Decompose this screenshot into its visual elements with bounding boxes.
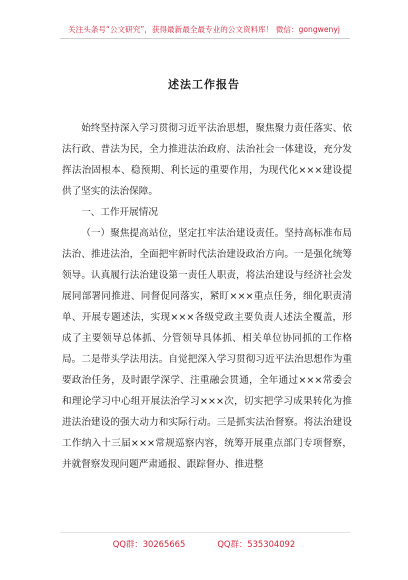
document-title: 述法工作报告 — [168, 78, 240, 91]
footer-qq-groups — [0, 538, 408, 550]
qq-group-2: QQ群：535304092 — [217, 539, 296, 549]
section-paragraph: （一）聚焦提高站位，坚定扛牢法治建设责任。坚持高标准布局法治、推进法治，全面把牢新时代法治建设政治方向。一是强化统筹领导。认真履行法治建设第一责任人职责，将法治建设与经济社会发展同部署同推进、同督促同落实，紧盯×××重点任务，细化职责清单、开展专题述法，实现×××各级党政主要负责人述法全覆盖，形成了主要领导总体抓、分管领导具体抓、相关单位协同抓的工作格局。二是带头学法用法。自觉把深入学习贯彻习近平法治思想作为重要政治任务，及时跟学深学、注重融会贯通，全年通过×××常委会和理论学习中心组开展法治学习×××次，切实把学习成果转化为推进法治建设的强大动力和实际行动。三是抓实法治督察。将法治建设工作纳入十三届×××常规巡察内容，统筹开展重点部门专项督察，并就督察发现问题严肃通报、跟踪督办、推进整 — [62, 228, 352, 470]
qq-group-1: QQ群：30265665 — [112, 539, 186, 549]
document-body — [62, 118, 352, 475]
header-promo-text: 关注头条号“公文研究”，获得最新最全最专业的公文资料库！ 微信：gongwenyj — [68, 25, 340, 34]
section-heading: 一、工作开展情况 — [81, 207, 158, 218]
header-divider — [60, 38, 350, 39]
footer-divider — [60, 532, 350, 533]
intro-paragraph: 始终坚持深入学习贯彻习近平法治思想，聚焦聚力责任落实、依法行政、普法为民，全力推进法治政府、法治社会一体建设，充分发挥法治固根本、稳预期、利长远的重要作用，为现代化×××建设提供了坚实的法治保障。 — [62, 123, 352, 197]
